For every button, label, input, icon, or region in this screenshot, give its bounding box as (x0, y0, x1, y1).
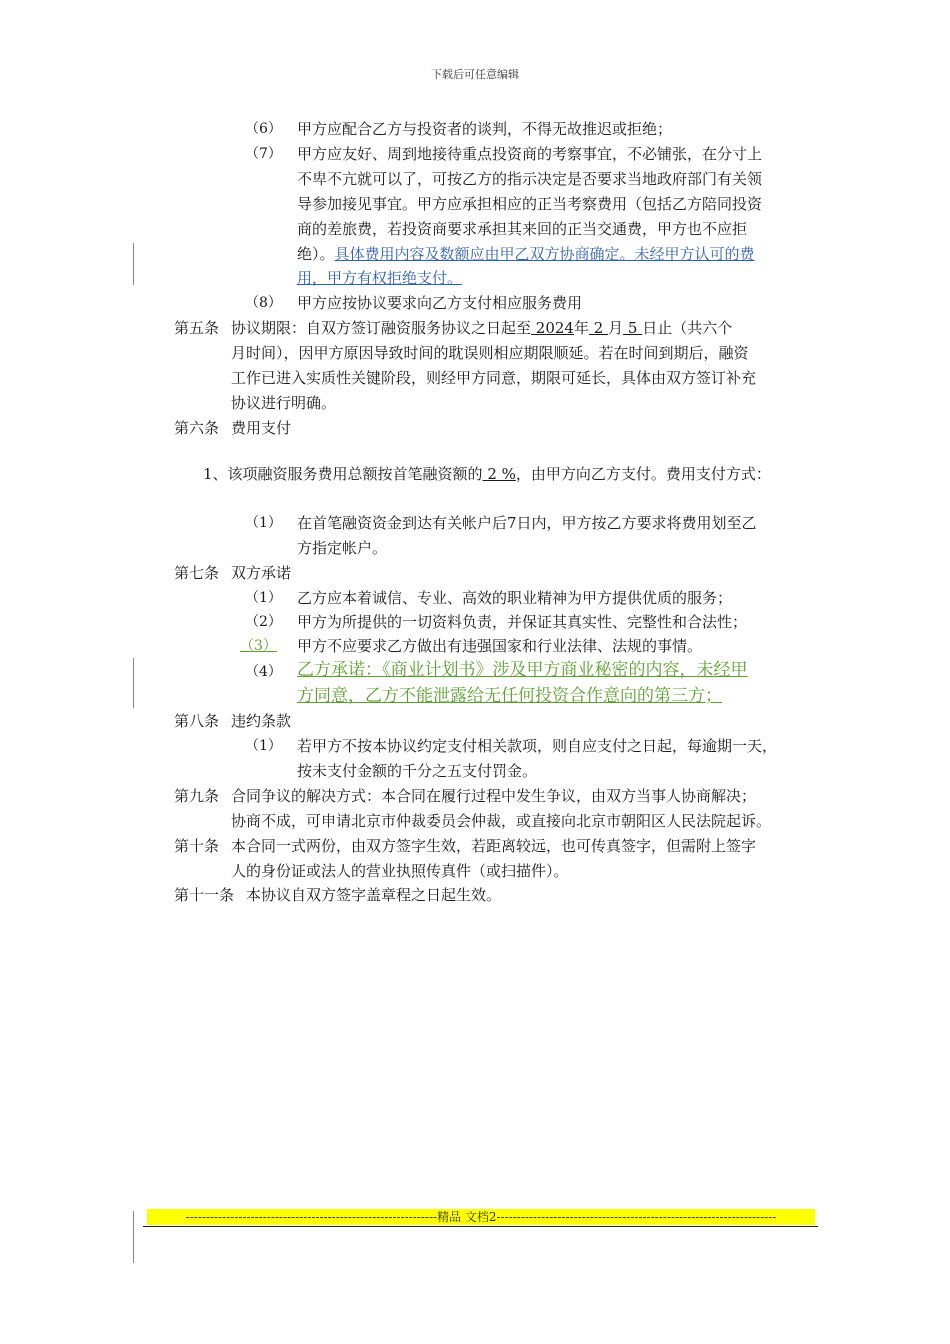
item-number: （7） (245, 146, 282, 162)
item-text: 方指定帐户。 (297, 539, 388, 557)
footer-label: 精品 文档 (437, 1210, 489, 1224)
item-text: 甲方为所提供的一切资料负责，并保证其真实性、完整性和合法性； (297, 613, 748, 631)
year-field: 2024 (531, 319, 574, 337)
item-number: （6） (245, 121, 282, 137)
article-text: 协商不成，可申请北京市仲裁委员会仲裁，或直接向北京市朝阳区人民法院起诉。 (231, 812, 772, 830)
item-text: 导参加接见事宜。甲方应承担相应的正当考察费用（包括乙方陪同投资 (297, 195, 763, 213)
item-text: 甲方应配合乙方与投资者的谈判，不得无故推迟或拒绝； (297, 120, 673, 138)
item-text: 按未支付金额的千分之五支付罚金。 (297, 762, 538, 780)
change-bar (133, 1211, 134, 1263)
footer-rule (143, 1226, 818, 1227)
item-text-plain: 绝）。 (297, 245, 335, 263)
item-text: 甲方应按协议要求向乙方支付相应服务费用 (297, 294, 583, 312)
item-number: （1） (245, 590, 282, 606)
footer-dashes: --------------------------------------------------------------------- (496, 1210, 777, 1224)
article-title: 违约条款 (231, 712, 292, 730)
item-number: （8） (245, 295, 282, 311)
article-label: 第十一条 (174, 886, 235, 904)
item-text (297, 242, 755, 266)
article-text: 人的身份证或法人的营业执照传真件（或扫描件）。 (231, 862, 569, 880)
item-text: 若甲方不按本协议约定支付相关款项，则自应支付之日起，每逾期一天， (297, 737, 778, 755)
text-span: 1、该项融资服务费用总额按首笔融资额的 (203, 465, 483, 483)
item-text: 在首笔融资资金到达有关帐户后7日内，甲方按乙方要求将费用划至乙 (297, 514, 757, 532)
item-text: 商的差旅费，若投资商要求承担其来回的正当交通费，甲方也不应拒 (297, 220, 748, 238)
article-text: 合同争议的解决方式：本合同在履行过程中发生争议，由双方当事人协商解决； (231, 787, 757, 805)
month-field: 2 (588, 319, 609, 337)
article-title: 费用支付 (231, 419, 292, 437)
article-text: 本合同一式两份，由双方签字生效，若距离较远，也可传真签字，但需附上签字 (231, 837, 757, 855)
article-label: 第十条 (174, 837, 220, 855)
article-text: 月时间），因甲方原因导致时间的耽误则相应期限顺延。若在时间到期后，融资 (231, 344, 749, 362)
item-text: 甲方应友好、周到地接待重点投资商的考察事宜，不必铺张，在分寸上 (297, 145, 763, 163)
item-number: （1） (245, 515, 282, 531)
text-span: 协议期限：自双方签订融资服务协议之日起至 (231, 319, 532, 337)
revision-insertion: 用，甲方有权拒绝支付。 (297, 269, 463, 287)
article-text: 协议进行明确。 (231, 394, 337, 412)
article-label: 第七条 (174, 564, 220, 582)
revision-insertion: 具体费用内容及数额应由甲乙双方协商确定。未经甲方认可的费 (334, 245, 755, 263)
revision-insertion: 乙方承诺：《商业计划书》涉及甲方商业秘密的内容，未经甲 (297, 660, 748, 680)
text-span: 月 (608, 319, 624, 337)
text-span: 日止（共六个 (642, 319, 733, 337)
text-span: 年 (573, 319, 589, 337)
article-label: 第六条 (174, 419, 220, 437)
page-footer (147, 1209, 815, 1225)
item-text: 甲方不应要求乙方做出有违强国家和行业法律、法规的事情。 (297, 637, 703, 655)
article-text (203, 462, 771, 486)
text-span: ，由甲方向乙方支付。费用支付方式： (515, 465, 771, 483)
revision-insertion: 方同意，乙方不能泄露给无任何投资合作意向的第三方； (297, 686, 722, 706)
article-label: 第五条 (174, 319, 220, 337)
page-number: 2 (488, 1210, 497, 1224)
item-number: （2） (245, 614, 282, 630)
article-title: 双方承诺 (231, 564, 292, 582)
article-text: 工作已进入实质性关键阶段，则经甲方同意，期限可延长，具体由双方签订补充 (231, 369, 757, 387)
day-field: 5 (623, 319, 643, 337)
percent-field: 2 % (482, 465, 516, 483)
footer-dashes: -------------------------------------------------------------- (185, 1210, 438, 1224)
article-text (231, 316, 732, 340)
item-text: 乙方应本着诚信、专业、高效的职业精神为甲方提供优质的服务； (297, 589, 733, 607)
page-header: 下载后可任意编辑 (431, 68, 519, 81)
item-number: （3） (240, 638, 277, 654)
item-number: （4） (245, 664, 282, 680)
article-label: 第九条 (174, 787, 220, 805)
article-text: 本协议自双方签字盖章程之日起生效。 (246, 886, 502, 904)
change-bar (133, 658, 134, 708)
article-label: 第八条 (174, 712, 220, 730)
change-bar (133, 243, 134, 285)
item-number: （1） (245, 738, 282, 754)
item-text: 不卑不亢就可以了，可按乙方的指示决定是否要求当地政府部门有关领 (297, 170, 763, 188)
